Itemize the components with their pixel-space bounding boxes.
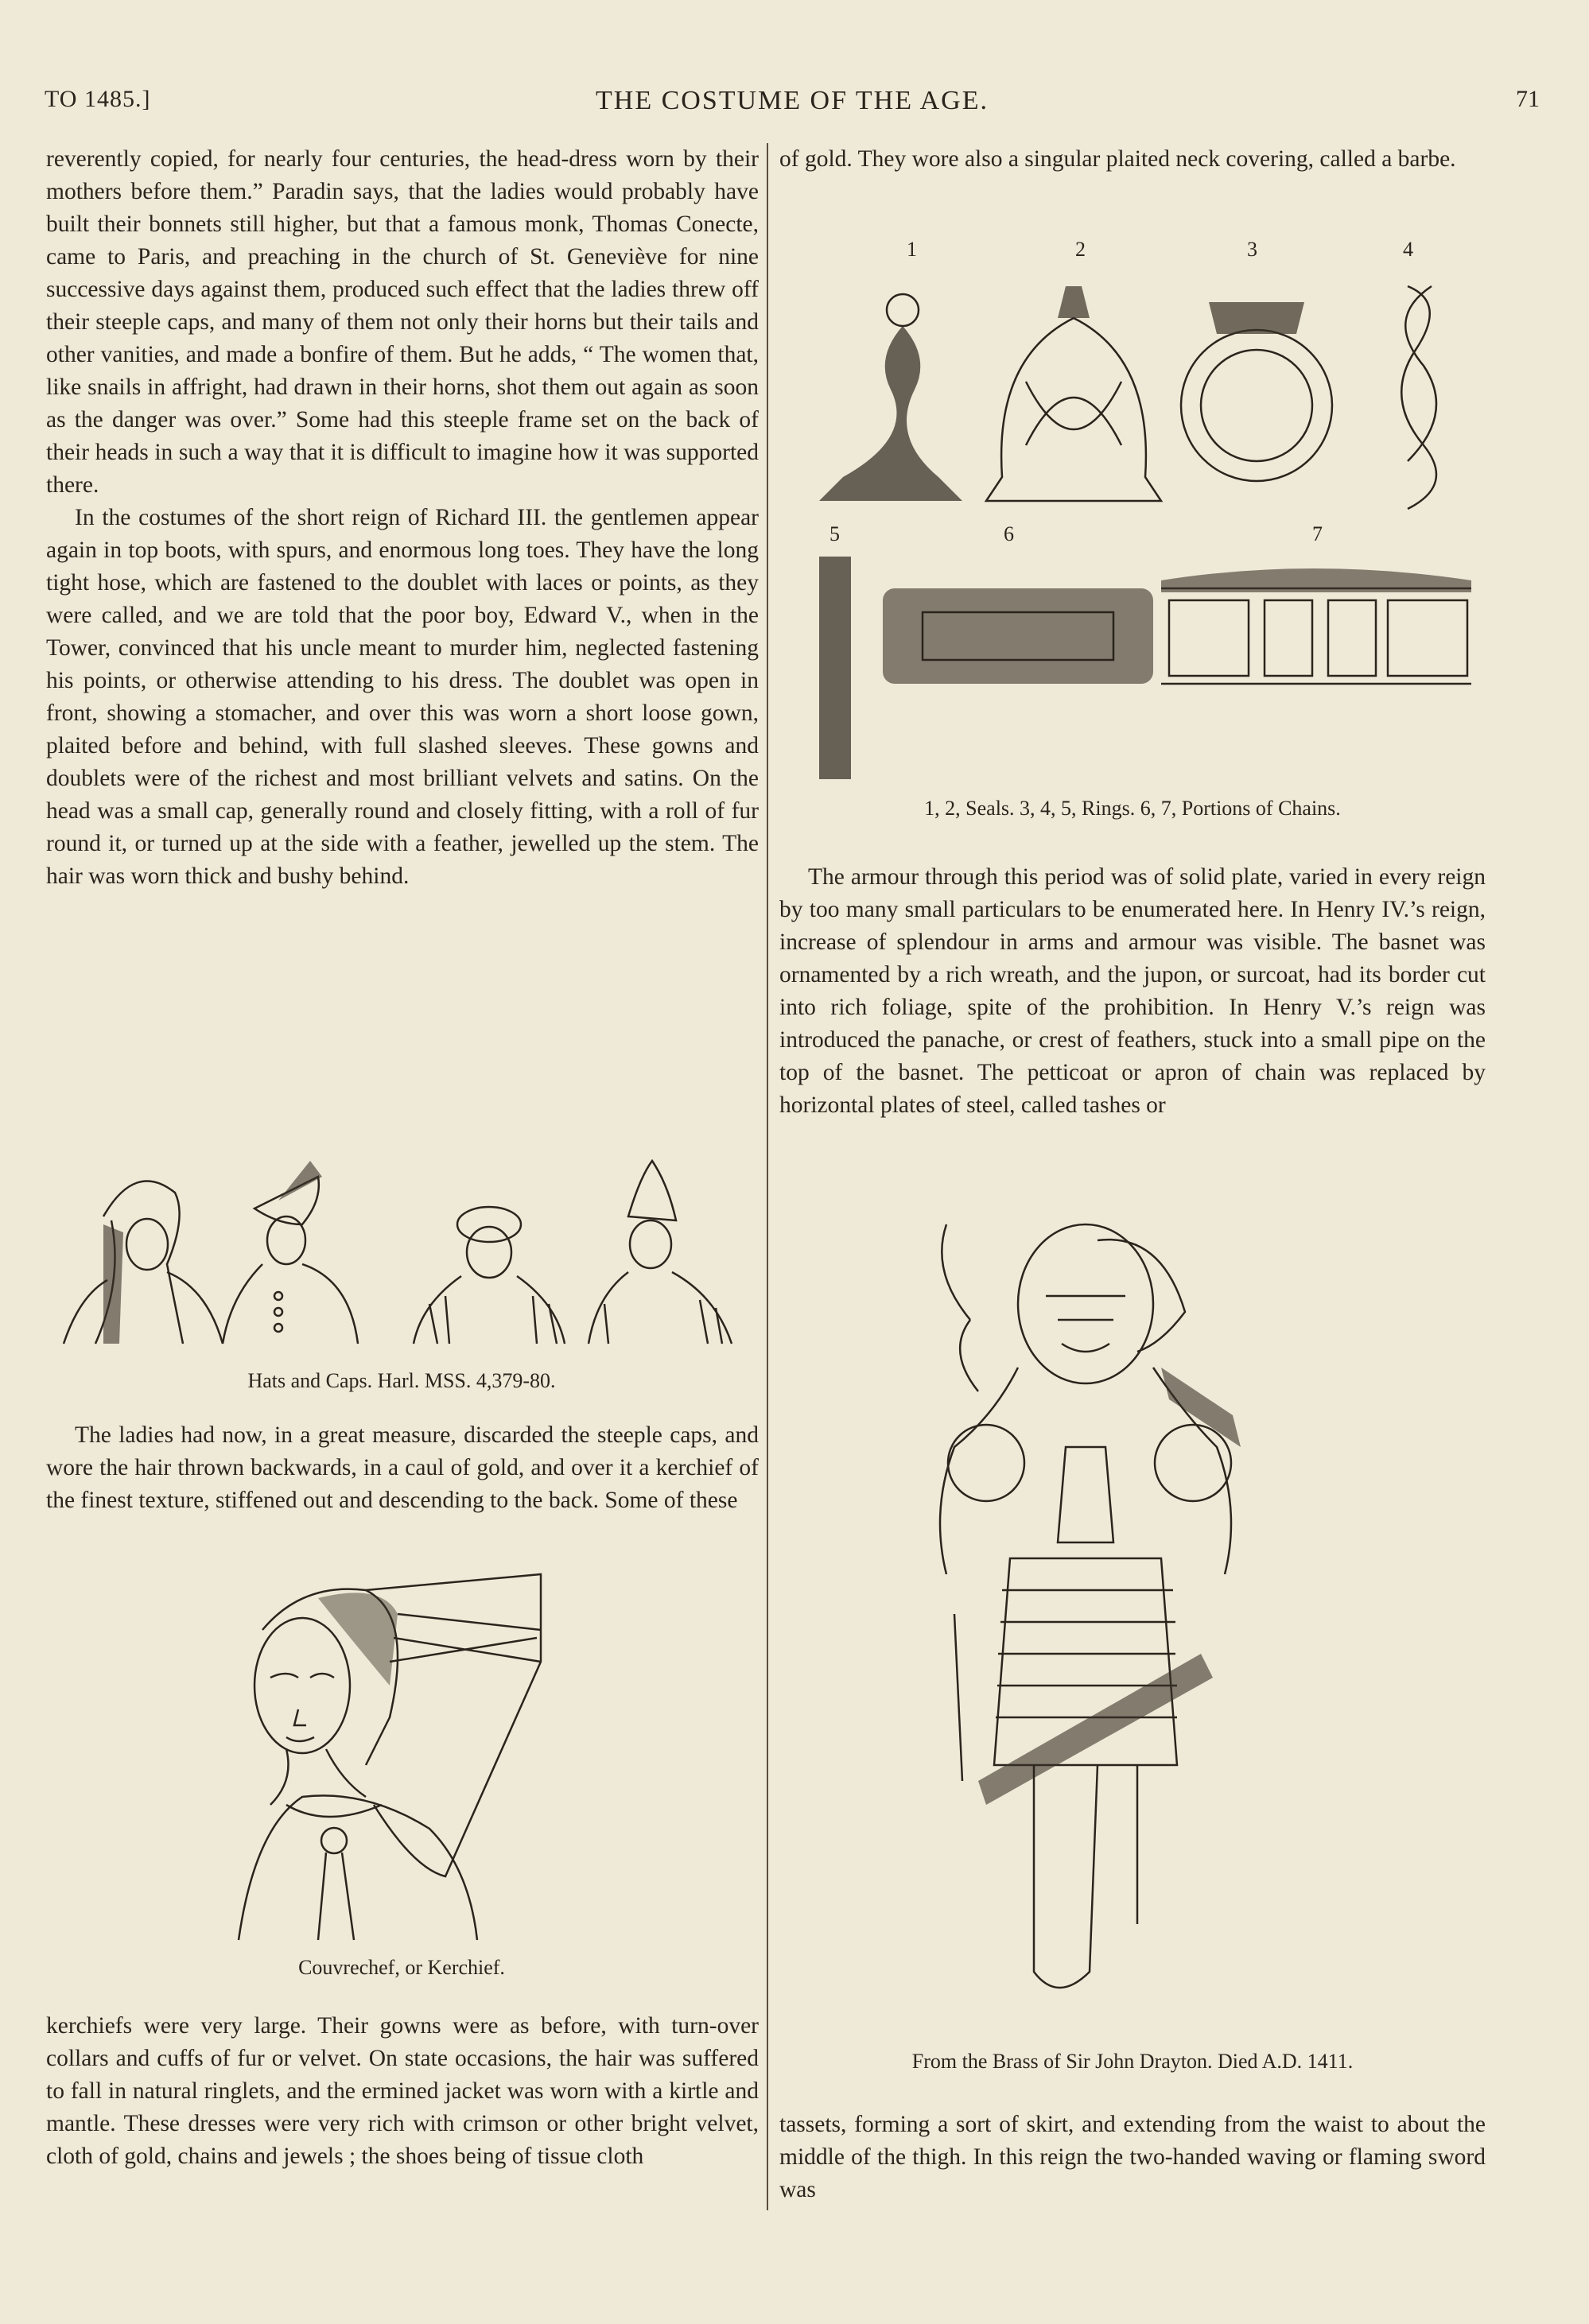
paragraph: of gold. They wore also a singular plaited neck covering, called a barbe. [779, 146, 1456, 172]
hats-caption: Hats and Caps. Harl. MSS. 4,379-80. [247, 1369, 556, 1392]
right-column-continued [779, 861, 1486, 1122]
running-header [45, 86, 1540, 129]
right-column [779, 143, 1486, 176]
figure-number: 7 [1312, 522, 1323, 545]
brass-knight-illustration [899, 1209, 1376, 2043]
figure-number: 1 [907, 239, 917, 261]
right-column-end [779, 2109, 1486, 2206]
paragraph: kerchiefs were very large. Their gowns were as before, with turn-over collars and cuffs of fur or velvet. On state occasions, the hair was suffered to fall in natural ringlets, and the ermined jacket was worn with a kirtle and mantle. These dresses were very rich with crimson or other bright velvet, cloth of gold, chains and jewels ; the shoes being of tissue cloth [46, 2013, 759, 2169]
kerchief-caption: Couvrechef, or Kerchief. [298, 1956, 505, 1979]
seals-rings-chains-illustration [803, 239, 1487, 795]
figure-number: 6 [1004, 522, 1014, 545]
seals-caption: 1, 2, Seals. 3, 4, 5, Rings. 6, 7, Portions of Chains. [924, 797, 1341, 820]
page-title: THE COSTUME OF THE AGE. [596, 86, 989, 115]
left-column-continued [46, 1419, 759, 1517]
left-column [46, 143, 759, 893]
figure-number: 3 [1247, 239, 1257, 261]
figure-number: 5 [829, 522, 840, 545]
paragraph: The armour through this period was of solid plate, varied in every reign by too many small particulars to be enumerated here. In Henry IV.’s reign, increase of splendour in arms and armour was visible. The basnet was ornamented by a rich wreath, and the jupon, or surcoat, had its border cut into rich foliage, spite of the prohibition. In Henry V.’s reign was introduced the panache, or crest of feathers, stuck into a small pipe on the top of the basnet. The petticoat or apron of chain was replaced by horizontal plates of steel, called tashes or [779, 864, 1486, 1118]
page-number: 71 [1516, 86, 1540, 112]
brass-caption: From the Brass of Sir John Drayton. Died A.D. 1411. [911, 2050, 1354, 2073]
header-section: TO 1485.] [45, 86, 151, 112]
paragraph: In the costumes of the short reign of Richard III. the gentlemen appear again in top boots, with spurs, and enormous long toes. They have the long tight hose, which are fastened to the doublet with laces or points, as they were called, and we are told that the poor boy, Edward V., when in the Tower, convinced that his uncle meant to murder him, neglected fastening his points, or otherwise attending to his dress. The doublet was open in front, showing a stomacher, and over this was worn a short loose gown, plaited before and behind, with full slashed sleeves. These gowns and doublets were of the richest and most brilliant velvets and satins. On the head was a small cap, generally round and closely fitting, with a roll of fur round it, or turned up at the side with a feather, jewelled up the stem. The hair was worn thick and bushy behind. [46, 505, 759, 889]
hats-and-caps-illustration [48, 1145, 756, 1360]
kerchief-illustration [207, 1566, 604, 1948]
paragraph: reverently copied, for nearly four centuries, the head-dress worn by their mothers before them.” Paradin says, that the ladies would probably have built their bonnets still higher, but that a famous monk, Thomas Conecte, came to Paris, and preaching in the church of St. Geneviève for nine successive days against them, produced such effect that the ladies threw off their steeple caps, and many of them not only their horns but their tails and other vanities, and made a bonfire of them. But he adds, “ The women that, like snails in affright, had drawn in their horns, shot them out again as soon as the danger was over.” Some had this steeple frame set on the back of their heads in such a way that it is difficult to imagine how it was supported there. [46, 146, 759, 498]
figure-number: 2 [1075, 239, 1086, 261]
column-rule [767, 143, 768, 2210]
left-column-end [46, 2010, 759, 2173]
paragraph: tassets, forming a sort of skirt, and extending from the waist to about the middle of the thigh. In this reign the two-handed waving or flaming sword was [779, 2112, 1486, 2202]
paragraph: The ladies had now, in a great measure, discarded the steeple caps, and wore the hair thrown backwards, in a caul of gold, and over it a kerchief of the finest texture, stiffened out and descending to the back. Some of these [46, 1422, 759, 1513]
figure-number: 4 [1403, 239, 1413, 261]
